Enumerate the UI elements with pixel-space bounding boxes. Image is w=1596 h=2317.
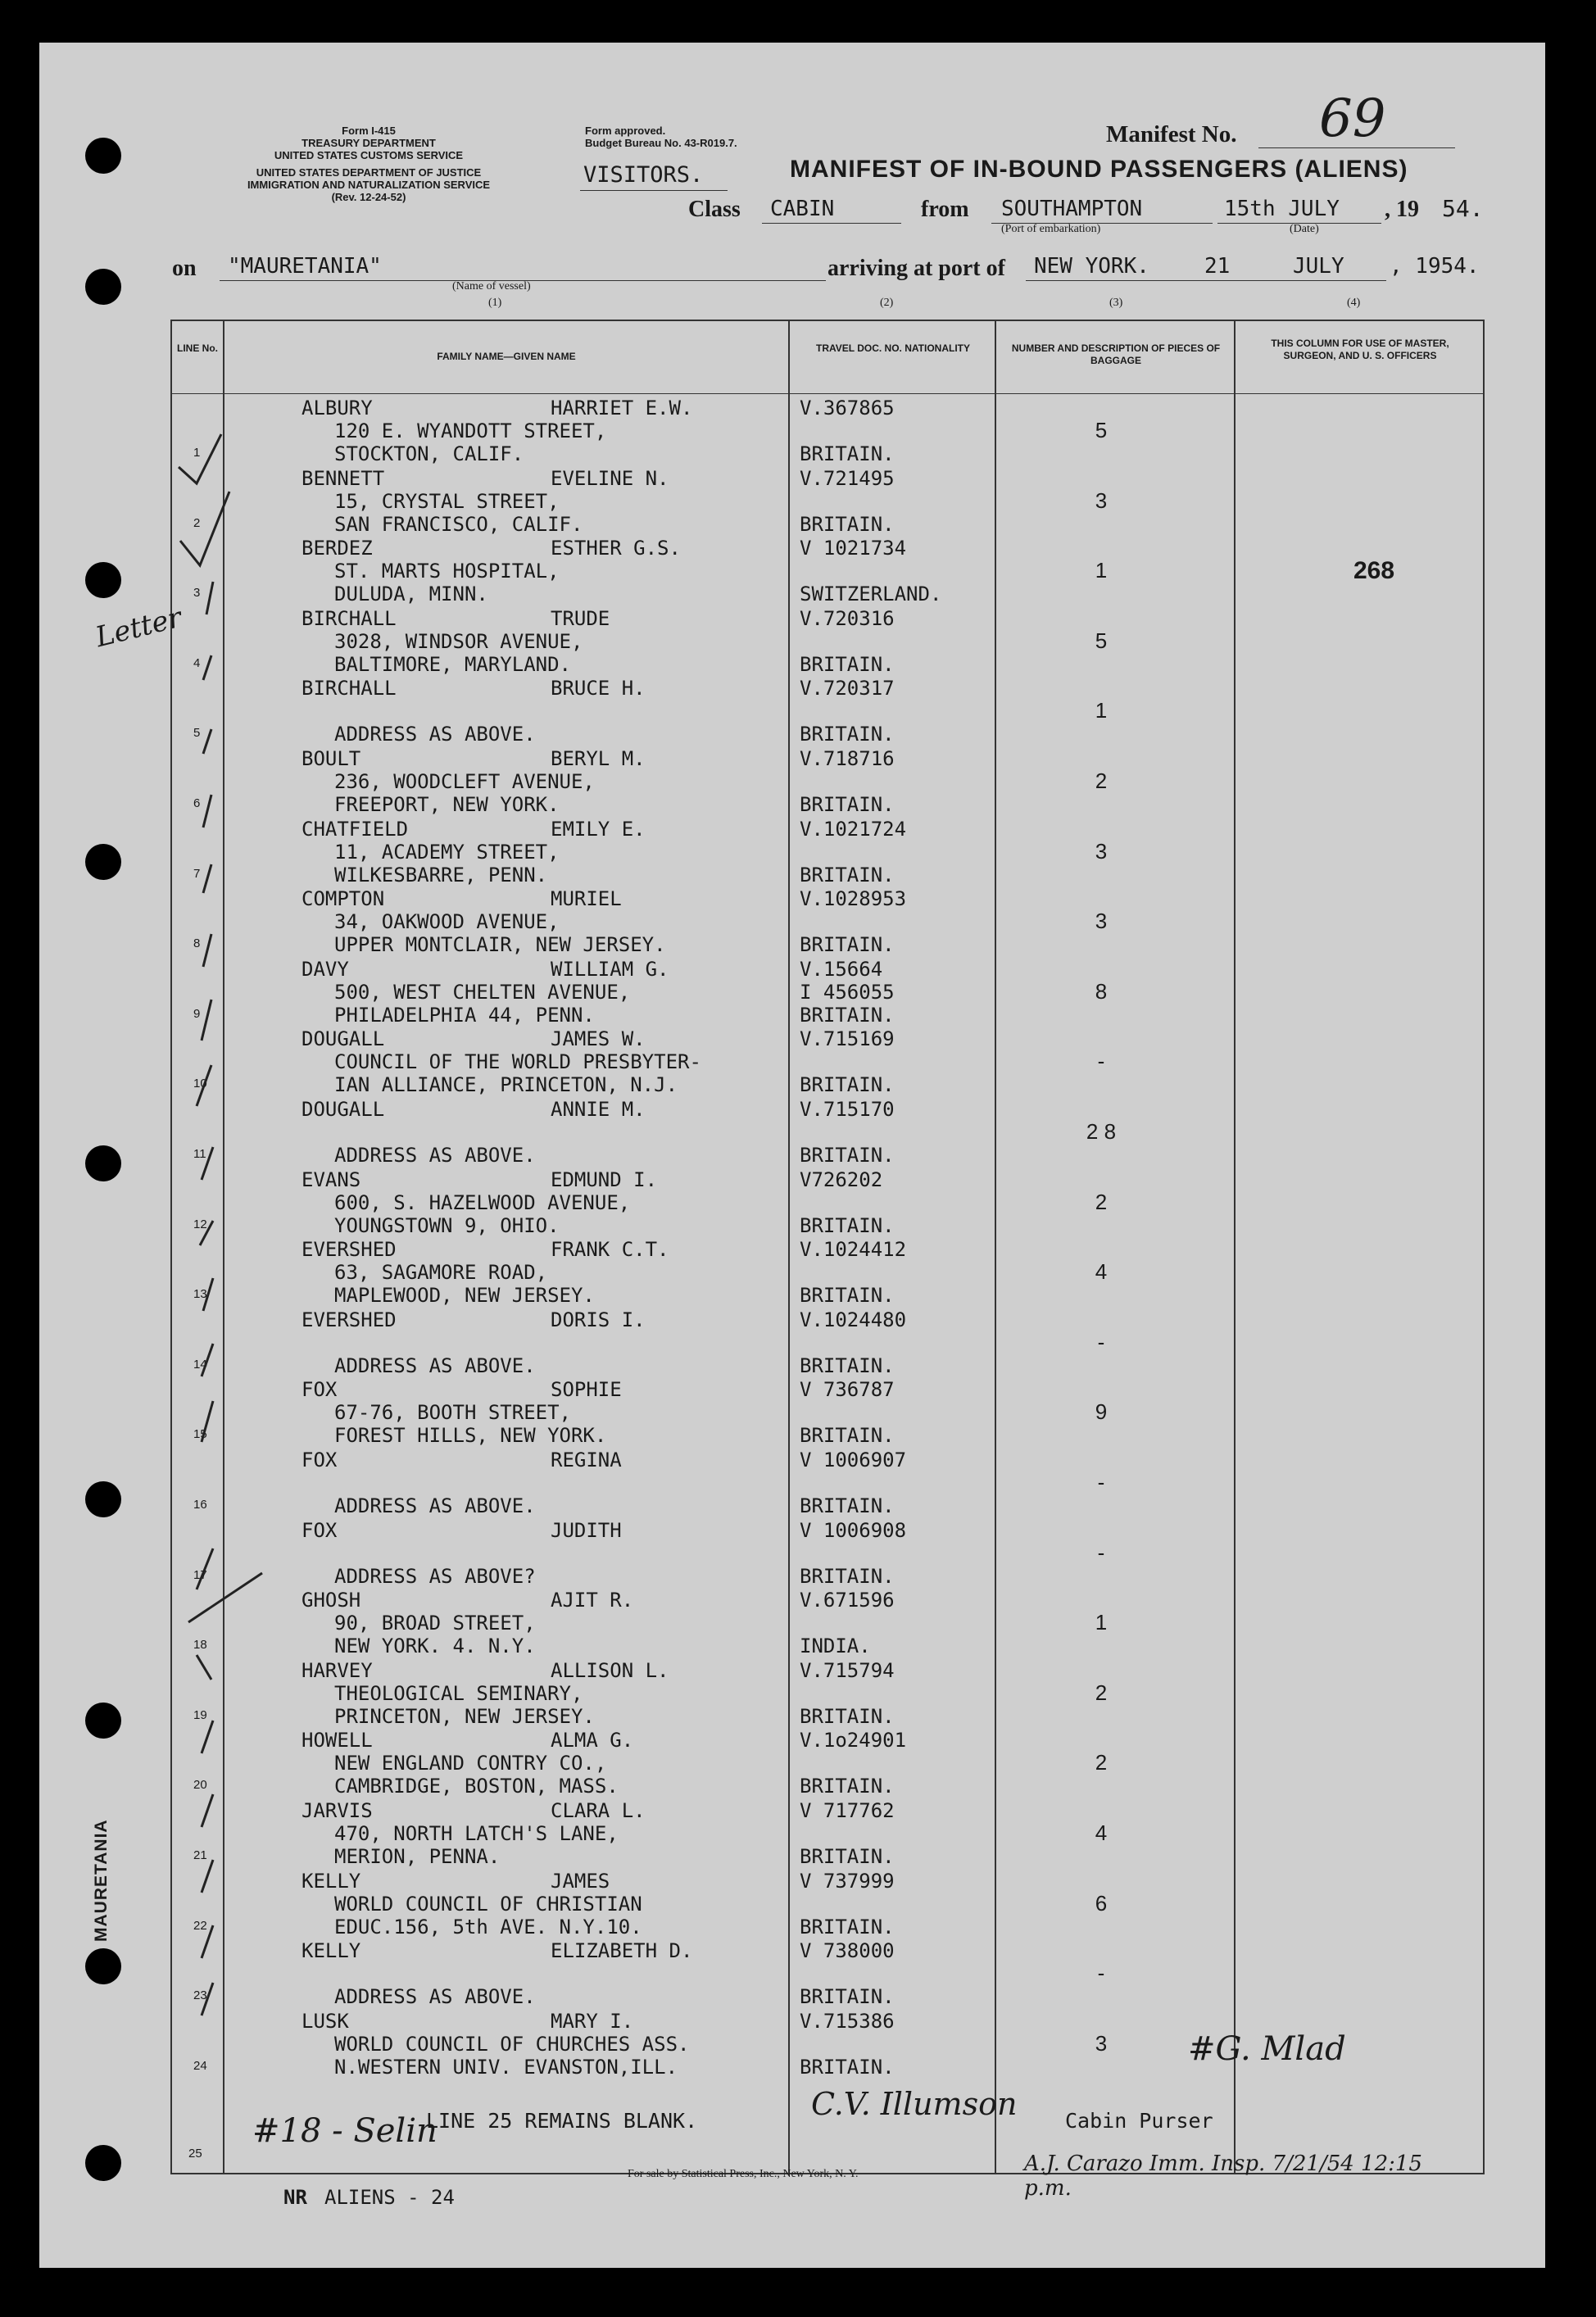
line-number: 4 <box>193 656 201 670</box>
nationality: INDIA. <box>800 1635 871 1657</box>
treasury-dept: TREASURY DEPARTMENT <box>302 137 436 149</box>
given-name: AJIT R. <box>551 1589 634 1612</box>
approval-block <box>585 125 737 149</box>
line-number: 20 <box>193 1778 207 1792</box>
travel-doc-no: V.1024412 <box>800 1238 907 1261</box>
class-underline <box>762 223 901 224</box>
punch-hole <box>85 269 121 305</box>
aliens-prefix: NR <box>283 2186 307 2209</box>
travel-doc-no: V.715169 <box>800 1027 895 1050</box>
family-name: BERDEZ <box>302 537 373 560</box>
baggage-count: 3 <box>1095 488 1108 513</box>
line-number: 3 <box>193 586 201 600</box>
family-name: GHOSH <box>302 1589 361 1612</box>
address-line-2: ADDRESS AS ABOVE. <box>334 1354 536 1377</box>
nationality: BRITAIN. <box>800 723 895 746</box>
address-line-2: ADDRESS AS ABOVE. <box>334 1144 536 1167</box>
nationality: BRITAIN. <box>800 1845 895 1868</box>
given-name: BRUCE H. <box>551 677 646 700</box>
colhead-baggage: NUMBER AND DESCRIPTION OF PIECES OF BAGGAGE <box>1011 342 1221 366</box>
address-line-2: NEW YORK. 4. N.Y. <box>334 1635 536 1657</box>
visitors-underline <box>580 190 728 191</box>
nationality: BRITAIN. <box>800 442 895 465</box>
year-value: 54. <box>1442 195 1484 222</box>
family-name: HARVEY <box>302 1659 373 1682</box>
given-name: ELIZABETH D. <box>551 1939 693 1962</box>
travel-doc-no: V.715794 <box>800 1659 895 1682</box>
line-number: 16 <box>193 1498 207 1512</box>
address-line-1: 600, S. HAZELWOOD AVENUE, <box>334 1191 631 1214</box>
travel-doc-no: V.721495 <box>800 467 895 490</box>
travel-doc-no: V.671596 <box>800 1589 895 1612</box>
given-name: ALMA G. <box>551 1729 634 1752</box>
family-name: COMPTON <box>302 887 385 910</box>
address-line-2: YOUNGSTOWN 9, OHIO. <box>334 1214 560 1237</box>
baggage-count: - <box>1097 1049 1105 1073</box>
address-line-1: 15, CRYSTAL STREET, <box>334 490 560 513</box>
nationality: BRITAIN. <box>800 793 895 816</box>
nationality: BRITAIN. <box>800 1284 895 1307</box>
colhead-officers: THIS COLUMN FOR USE OF MASTER, SURGEON, AND U. S. OFFICERS <box>1271 338 1449 361</box>
address-line-1: 120 E. WYANDOTT STREET, <box>334 419 607 442</box>
line-number: 9 <box>193 1007 201 1021</box>
punch-hole <box>85 138 121 174</box>
inspector-signature: A.J. Carazo Imm. Insp. 7/21/54 12:15 p.m. <box>1024 2152 1422 2201</box>
col-divider-bags <box>1234 320 1236 2173</box>
date-value: 15th JULY <box>1224 197 1340 221</box>
form-id-block <box>172 125 565 203</box>
budget-bureau-no: Budget Bureau No. 43-R019.7. <box>585 137 737 149</box>
travel-doc-no: V.367865 <box>800 397 895 419</box>
arriving-label: arriving at port of <box>827 256 1005 281</box>
baggage-count: 3 <box>1095 2031 1108 2056</box>
col-num-4: (4) <box>1347 297 1361 309</box>
col-divider-doc <box>995 320 996 2173</box>
family-name: EVANS <box>302 1168 361 1191</box>
address-line-2: DULUDA, MINN. <box>334 583 488 605</box>
class-value: CABIN <box>770 197 835 221</box>
line-number: 10 <box>193 1077 207 1090</box>
line-number: 11 <box>193 1147 206 1161</box>
col-num-1: (1) <box>488 297 502 309</box>
address-line-1: 34, OAKWOOD AVENUE, <box>334 910 560 933</box>
given-name: FRANK C.T. <box>551 1238 669 1261</box>
baggage-count: - <box>1097 1961 1105 1985</box>
address-line-1: WORLD COUNCIL OF CHRISTIAN <box>334 1893 642 1916</box>
address-line-2: ADDRESS AS ABOVE. <box>334 723 536 746</box>
officer-note: 268 <box>1353 557 1395 584</box>
line-number: 23 <box>193 1988 207 2002</box>
given-name: MURIEL <box>551 887 622 910</box>
family-name: LUSK <box>302 2010 349 2033</box>
punch-hole <box>85 2145 121 2181</box>
address-line-2: STOCKTON, CALIF. <box>334 442 524 465</box>
baggage-count: 2 <box>1095 769 1108 793</box>
given-name: EDMUND I. <box>551 1168 658 1191</box>
table-top-rule <box>170 320 1485 321</box>
travel-doc-no-2: I 456055 <box>800 981 895 1004</box>
given-name: TRUDE <box>551 607 610 630</box>
address-line-1: 11, ACADEMY STREET, <box>334 841 560 864</box>
address-line-2: SAN FRANCISCO, CALIF. <box>334 513 583 536</box>
nationality: BRITAIN. <box>800 2056 895 2079</box>
travel-doc-no: V.1028953 <box>800 887 907 910</box>
given-name: WILLIAM G. <box>551 958 669 981</box>
address-line-1: ST. MARTS HOSPITAL, <box>334 560 560 583</box>
line-number: 1 <box>193 446 201 460</box>
baggage-count: 8 <box>1095 979 1108 1004</box>
punch-hole <box>85 1145 121 1181</box>
given-name: ALLISON L. <box>551 1659 669 1682</box>
nationality: BRITAIN. <box>800 1354 895 1377</box>
table-header-rule <box>170 393 1485 394</box>
family-name: KELLY <box>302 1870 361 1893</box>
given-name: DORIS I. <box>551 1308 646 1331</box>
baggage-count: 9 <box>1095 1399 1108 1424</box>
address-line-1: 90, BROAD STREET, <box>334 1612 536 1635</box>
travel-doc-no: V.1o24901 <box>800 1729 907 1752</box>
line-number: 21 <box>193 1848 207 1862</box>
family-name: ALBURY <box>302 397 373 419</box>
address-line-1: 500, WEST CHELTEN AVENUE, <box>334 981 631 1004</box>
colhead-line-no: LINE No. <box>177 342 218 354</box>
baggage-count: - <box>1097 1470 1105 1494</box>
baggage-count: 1 <box>1095 698 1108 723</box>
form-number: Form I-415 <box>342 125 396 137</box>
nationality: BRITAIN. <box>800 1985 895 2008</box>
address-line-2: MERION, PENNA. <box>334 1845 501 1868</box>
vessel-name: "MAURETANIA" <box>228 254 382 279</box>
margin-note: Letter <box>92 601 185 655</box>
address-line-2: FOREST HILLS, NEW YORK. <box>334 1424 607 1447</box>
form-revision: (Rev. 12-24-52) <box>331 191 406 203</box>
line-number: 8 <box>193 936 201 950</box>
address-line-2: FREEPORT, NEW YORK. <box>334 793 560 816</box>
travel-doc-no: V 736787 <box>800 1378 895 1401</box>
travel-doc-no: V 1006907 <box>800 1449 907 1471</box>
line-number: 15 <box>193 1427 207 1441</box>
baggage-count: 4 <box>1095 1820 1108 1845</box>
address-line-1: NEW ENGLAND CONTRY CO., <box>334 1752 607 1775</box>
travel-doc-no: V.1024480 <box>800 1308 907 1331</box>
line-number: 14 <box>193 1358 207 1372</box>
purser-signature: C.V. Illumson <box>811 2086 1018 2122</box>
line-number: 7 <box>193 867 201 881</box>
baggage-count: 2 <box>1095 1750 1108 1775</box>
address-line-2: BALTIMORE, MARYLAND. <box>334 653 571 676</box>
travel-doc-no: V.718716 <box>800 747 895 770</box>
officer-initials: #G. Mlad <box>1188 2030 1346 2068</box>
from-label: from <box>921 197 969 222</box>
nationality: BRITAIN. <box>800 1565 895 1588</box>
line-number: 24 <box>193 2059 207 2073</box>
manifest-no-label: Manifest No. <box>1106 121 1237 147</box>
given-name: JAMES <box>551 1870 610 1893</box>
baggage-count: 2 <box>1095 1190 1108 1214</box>
travel-doc-no: V.1021724 <box>800 818 907 841</box>
given-name: EMILY E. <box>551 818 646 841</box>
col-divider-name <box>788 320 790 2173</box>
address-line-2: N.WESTERN UNIV. EVANSTON,ILL. <box>334 2056 678 2079</box>
line-number: 6 <box>193 796 201 810</box>
travel-doc-no: V.15664 <box>800 958 883 981</box>
address-line-2: MAPLEWOOD, NEW JERSEY. <box>334 1284 595 1307</box>
address-line-2: IAN ALLIANCE, PRINCETON, N.J. <box>334 1073 678 1096</box>
travel-doc-no: V 1021734 <box>800 537 907 560</box>
nationality: SWITZERLAND. <box>800 583 942 605</box>
address-line-2: ADDRESS AS ABOVE. <box>334 1985 536 2008</box>
baggage-count: 1 <box>1095 1610 1108 1635</box>
family-name: DOUGALL <box>302 1027 385 1050</box>
given-name: REGINA <box>551 1449 622 1471</box>
manifest-title: MANIFEST OF IN-BOUND PASSENGERS (ALIENS) <box>790 156 1408 183</box>
col-num-2: (2) <box>880 297 894 309</box>
travel-doc-no: V.720317 <box>800 677 895 700</box>
line-number: 18 <box>193 1638 207 1652</box>
baggage-count: 2 <box>1095 1680 1108 1705</box>
address-line-1: 3028, WINDSOR AVENUE, <box>334 630 583 653</box>
family-name: EVERSHED <box>302 1308 397 1331</box>
side-vessel-label: MAURETANIA <box>92 1819 111 1942</box>
address-line-1: 470, NORTH LATCH'S LANE, <box>334 1822 619 1845</box>
address-line-1: 63, SAGAMORE ROAD, <box>334 1261 548 1284</box>
punch-hole <box>85 562 121 598</box>
port-value: NEW YORK. <box>1034 254 1149 279</box>
nationality: BRITAIN. <box>800 1916 895 1938</box>
embark-caption: (Port of embarkation) <box>1001 223 1101 235</box>
punch-hole <box>85 1703 121 1739</box>
baggage-count: 5 <box>1095 628 1108 653</box>
handwritten-total: #18 - Selin <box>252 2112 438 2150</box>
address-line-2: EDUC.156, 5th AVE. N.Y.10. <box>334 1916 642 1938</box>
nationality: BRITAIN. <box>800 1073 895 1096</box>
family-name: DOUGALL <box>302 1098 385 1121</box>
travel-doc-no: V 737999 <box>800 1870 895 1893</box>
colhead-travel-doc: TRAVEL DOC. NO. NATIONALITY <box>816 342 970 354</box>
family-name: HOWELL <box>302 1729 373 1752</box>
arrival-month: JULY <box>1293 254 1344 279</box>
travel-doc-no: V 1006908 <box>800 1519 907 1542</box>
baggage-count: - <box>1097 1540 1105 1565</box>
punch-hole <box>85 844 121 880</box>
purser-label: Cabin Purser <box>1065 2109 1213 2133</box>
given-name: MARY I. <box>551 2010 634 2033</box>
line-number: 2 <box>193 516 201 530</box>
given-name: ESTHER G.S. <box>551 537 681 560</box>
address-line-2: PHILADELPHIA 44, PENN. <box>334 1004 595 1027</box>
punch-hole <box>85 1948 121 1984</box>
travel-doc-no: V.715170 <box>800 1098 895 1121</box>
address-line-1: COUNCIL OF THE WORLD PRESBYTER- <box>334 1050 701 1073</box>
class-label: Class <box>688 197 741 222</box>
nationality: BRITAIN. <box>800 513 895 536</box>
family-name: BIRCHALL <box>302 607 397 630</box>
line-number: 5 <box>193 726 201 740</box>
vessel-caption: (Name of vessel) <box>452 280 531 292</box>
line-number: 19 <box>193 1708 207 1722</box>
form-approved: Form approved. <box>585 125 666 137</box>
baggage-count: - <box>1097 1330 1105 1354</box>
address-line-1: 236, WOODCLEFT AVENUE, <box>334 770 595 793</box>
given-name: EVELINE N. <box>551 467 669 490</box>
address-line-2: ADDRESS AS ABOVE. <box>334 1494 536 1517</box>
travel-doc-no: V726202 <box>800 1168 883 1191</box>
manifest-no-value: 69 <box>1319 88 1386 149</box>
baggage-count: 2 8 <box>1086 1119 1117 1144</box>
baggage-count: 6 <box>1095 1891 1108 1916</box>
family-name: CHATFIELD <box>302 818 409 841</box>
given-name: SOPHIE <box>551 1378 622 1401</box>
family-name: BENNETT <box>302 467 385 490</box>
from-value: SOUTHAMPTON <box>1001 197 1143 221</box>
family-name: KELLY <box>302 1939 361 1962</box>
given-name: ANNIE M. <box>551 1098 646 1121</box>
nationality: BRITAIN. <box>800 653 895 676</box>
address-line-2: UPPER MONTCLAIR, NEW JERSEY. <box>334 933 666 956</box>
nationality: BRITAIN. <box>800 1775 895 1798</box>
date-caption: (Date) <box>1290 223 1319 235</box>
nationality: BRITAIN. <box>800 1424 895 1447</box>
nationality: BRITAIN. <box>800 1004 895 1027</box>
address-line-1: THEOLOGICAL SEMINARY, <box>334 1682 583 1705</box>
punch-hole <box>85 1481 121 1517</box>
family-name: FOX <box>302 1378 338 1401</box>
nationality: BRITAIN. <box>800 1705 895 1728</box>
baggage-count: 3 <box>1095 909 1108 933</box>
address-line-2: PRINCETON, NEW JERSEY. <box>334 1705 595 1728</box>
baggage-count: 4 <box>1095 1259 1108 1284</box>
given-name: BERYL M. <box>551 747 646 770</box>
family-name: FOX <box>302 1519 338 1542</box>
travel-doc-no: V.715386 <box>800 2010 895 2033</box>
line-number: 22 <box>193 1919 207 1933</box>
family-name: FOX <box>302 1449 338 1471</box>
address-line-1: WORLD COUNCIL OF CHURCHES ASS. <box>334 2033 690 2056</box>
line-25-number: 25 <box>188 2147 202 2161</box>
baggage-count: 1 <box>1095 558 1108 583</box>
arrival-day: 21 <box>1204 254 1231 279</box>
family-name: EVERSHED <box>302 1238 397 1261</box>
customs-service: UNITED STATES CUSTOMS SERVICE <box>274 149 464 161</box>
nationality: BRITAIN. <box>800 864 895 886</box>
address-line-2: ADDRESS AS ABOVE? <box>334 1565 536 1588</box>
col-num-3: (3) <box>1109 297 1123 309</box>
on-label: on <box>172 256 197 281</box>
address-line-1: 67-76, BOOTH STREET, <box>334 1401 571 1424</box>
line-number: 13 <box>193 1287 207 1301</box>
given-name: CLARA L. <box>551 1799 646 1822</box>
address-line-2: WILKESBARRE, PENN. <box>334 864 548 886</box>
address-line-2: CAMBRIDGE, BOSTON, MASS. <box>334 1775 619 1798</box>
nationality: BRITAIN. <box>800 1144 895 1167</box>
given-name: JUDITH <box>551 1519 622 1542</box>
line-number: 17 <box>193 1568 207 1582</box>
family-name: DAVY <box>302 958 349 981</box>
travel-doc-no: V 738000 <box>800 1939 895 1962</box>
family-name: BIRCHALL <box>302 677 397 700</box>
aliens-count: ALIENS - 24 <box>324 2186 455 2209</box>
nationality: BRITAIN. <box>800 1214 895 1237</box>
nationality: BRITAIN. <box>800 1494 895 1517</box>
baggage-count: 5 <box>1095 418 1108 442</box>
line-number: 12 <box>193 1217 207 1231</box>
family-name: JARVIS <box>302 1799 373 1822</box>
printer-credit: For sale by Statistical Press, Inc., New York, N. Y. <box>628 2168 859 2180</box>
travel-doc-no: V 717762 <box>800 1799 895 1822</box>
visitors-label: VISITORS. <box>583 162 704 188</box>
travel-doc-no: V.720316 <box>800 607 895 630</box>
family-name: BOULT <box>302 747 361 770</box>
colhead-name: FAMILY NAME—GIVEN NAME <box>437 351 576 362</box>
ins-service: IMMIGRATION AND NATURALIZATION SERVICE <box>247 179 491 191</box>
line-25-blank: LINE 25 REMAINS BLANK. <box>426 2109 698 2133</box>
table-right-rule <box>1483 320 1485 2173</box>
given-name: HARRIET E.W. <box>551 397 693 419</box>
port-underline <box>1026 280 1386 281</box>
baggage-count: 3 <box>1095 839 1108 864</box>
given-name: JAMES W. <box>551 1027 646 1050</box>
tick-mark-group <box>179 434 262 2015</box>
check-marks <box>164 410 270 2179</box>
year-prefix: , 19 <box>1385 197 1419 222</box>
nationality: BRITAIN. <box>800 933 895 956</box>
justice-dept: UNITED STATES DEPARTMENT OF JUSTICE <box>256 166 482 179</box>
arrival-year: , 1954. <box>1390 254 1480 279</box>
